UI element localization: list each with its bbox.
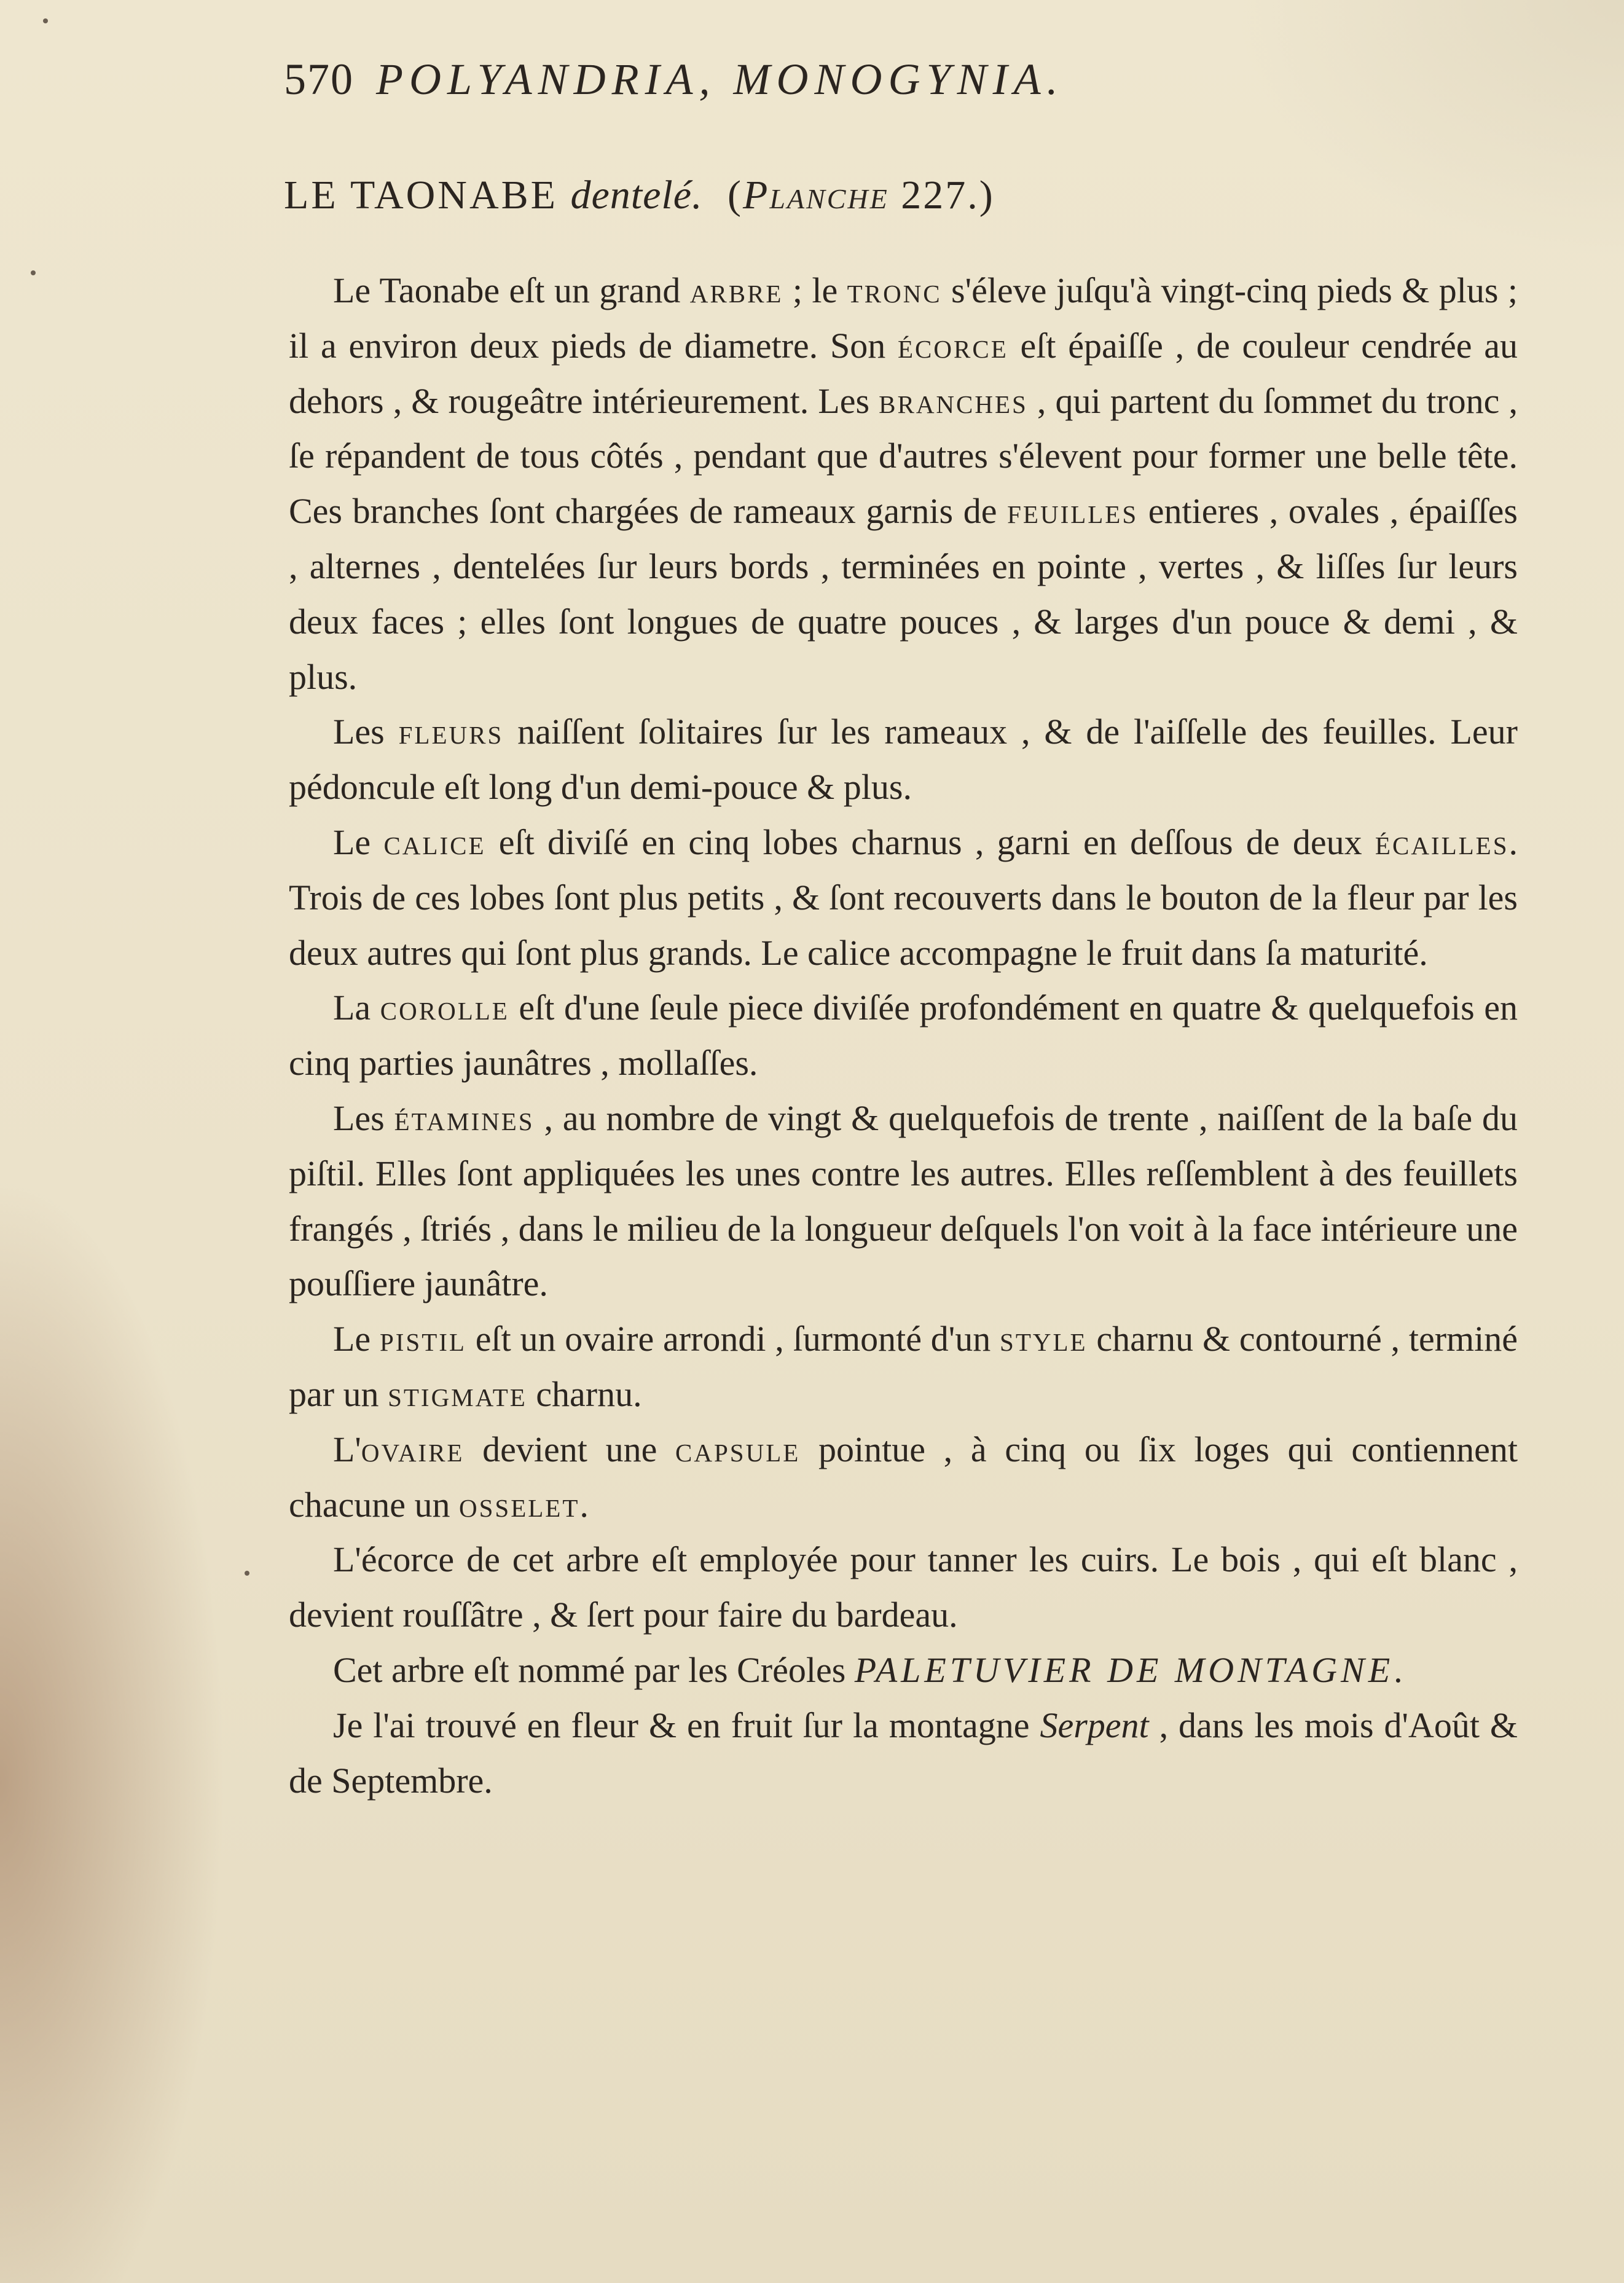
paper-fleck (245, 1571, 249, 1576)
text-run: eſt un ovaire arrondi , ſurmonté d'un (466, 1319, 1000, 1359)
text-run: , au nombre de vingt & quelquefois de trente , naiſſent de la baſe du piſtil. Elles ſont appliquées les unes contre les autres. Elles reſſemblent à des feuillets frangés , ſtriés , dans le milieu de la longueur deſquels l'on voit à la face intérieure une pouſſiere jaunâtre. (289, 1098, 1518, 1304)
italic-term: Serpent (1040, 1705, 1149, 1745)
small-caps-term: fleurs (398, 712, 504, 752)
text-run: . (1394, 1649, 1403, 1690)
text-run: Les (333, 1098, 394, 1138)
small-caps-term: écorce (898, 325, 1008, 366)
text-run: eſt épaiſſe , de couleur cendrée au dehors , & rougeâtre intérieurement. Les (289, 325, 1518, 421)
plate-reference (728, 173, 995, 218)
text-run: naiſſent ſolitaires ſur les rameaux , & de l'aiſſelle des feuilles. Leur pédoncule eſt long d'un demi-pouce & plus. (289, 712, 1518, 807)
text-run: Le Taonabe eſt un grand (333, 270, 690, 310)
text-run: , dans les mois d'Août & de Septembre. (289, 1705, 1518, 1801)
paragraph (289, 1698, 1518, 1809)
small-caps-term: branches (879, 380, 1028, 421)
small-caps-term: osselet (458, 1484, 580, 1525)
paragraph (289, 704, 1518, 815)
text-run: Le (333, 1319, 380, 1359)
small-caps-term: capsule (675, 1429, 801, 1469)
paragraph (289, 1311, 1518, 1422)
paragraph (289, 1643, 1518, 1698)
plate-number: 227.) (901, 173, 995, 218)
vernacular-name: PALETUVIER DE MONTAGNE (854, 1649, 1394, 1690)
paragraph (289, 263, 1518, 704)
text-run: eſt diviſé en cinq lobes charnus , garni en deſſous de deux (485, 822, 1375, 862)
small-caps-term: pistil (379, 1319, 466, 1359)
small-caps-term: calice (383, 822, 486, 862)
page-number: 570 (284, 55, 354, 104)
plate-word: Planche (743, 173, 889, 218)
small-caps-term: ovaire (361, 1429, 465, 1469)
small-caps-term: étamines (394, 1098, 535, 1138)
small-caps-term: écailles (1375, 822, 1509, 862)
text-run: . (579, 1484, 589, 1525)
paper-fleck (31, 270, 36, 275)
text-run: La (333, 988, 380, 1028)
running-title: POLYANDRIA, MONOGYNIA. (376, 55, 1064, 104)
body-text (289, 263, 1518, 1808)
small-caps-term: style (1000, 1319, 1088, 1359)
text-run: L'écorce de cet arbre eſt employée pour tanner les cuirs. Le bois , qui eſt blanc , devient rouſſâtre , & ſert pour faire du bardeau. (289, 1539, 1518, 1635)
text-run: Je l'ai trouvé en fleur & en fruit ſur la montagne (333, 1705, 1040, 1745)
text-run: . Trois de ces lobes ſont plus petits , & ſont recouverts dans le bouton de la fleur par les deux autres qui ſont plus grands. Le calice accompagne le fruit dans ſa maturité. (289, 822, 1518, 973)
paragraph (289, 1532, 1518, 1643)
small-caps-term: stigmate (388, 1373, 527, 1414)
paragraph (289, 815, 1518, 980)
text-run: devient une (464, 1429, 676, 1469)
small-caps-term: corolle (380, 988, 509, 1028)
text-run: Les (333, 712, 399, 752)
running-head (284, 54, 1064, 105)
small-caps-term: tronc (847, 270, 942, 310)
paragraph (289, 980, 1518, 1091)
small-caps-term: arbre (689, 270, 783, 310)
species-epithet: dentelé. (570, 173, 703, 218)
small-caps-term: feuilles (1007, 491, 1139, 532)
paragraph (289, 1091, 1518, 1311)
text-run: Le (333, 822, 384, 862)
text-run: entieres , ovales , épaiſſes , alternes , dentelées ſur leurs bords , terminées en pointe , vertes , & liſſes ſur leurs deux faces ; elles ſont longues de quatre pouces , & larges d'un pouce & demi , & plus. (289, 491, 1518, 697)
text-run: L' (333, 1429, 361, 1469)
text-run: , qui partent du ſommet du tronc , ſe répandent de tous côtés , pendant que d'autres s'élevent pour former une belle tête. Ces branches ſont chargées de rameaux garnis de (289, 380, 1518, 532)
species-heading (284, 172, 995, 219)
text-run: charnu. (527, 1373, 642, 1414)
paragraph (289, 1422, 1518, 1533)
text-run: Cet arbre eſt nommé par les Créoles (333, 1649, 855, 1690)
text-run: s'éleve juſqu'à vingt-cinq pieds & plus ; il a environ deux pieds de diametre. Son (289, 270, 1518, 366)
text-run: ; le (783, 270, 847, 310)
text-run: pointue , à cinq ou ſix loges qui contiennent chacune un (289, 1429, 1518, 1525)
species-name: LE TAONABE (284, 173, 558, 218)
plate-open-paren: ( (728, 173, 743, 218)
paper-fleck (43, 18, 48, 23)
text-run: charnu & contourné , terminé par un (289, 1319, 1518, 1414)
text-run: eſt d'une ſeule piece diviſée profondément en quatre & quelquefois en cinq parties jaunâtres , mollaſſes. (289, 988, 1518, 1083)
